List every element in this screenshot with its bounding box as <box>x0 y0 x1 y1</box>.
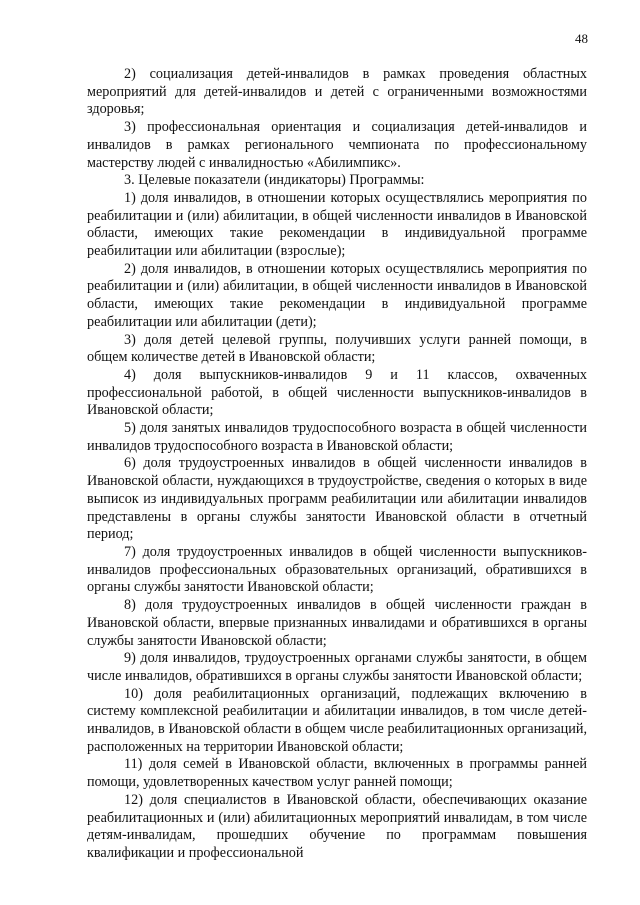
indicator-4: 4) доля выпускников-инвалидов 9 и 11 классов, охваченных профессиональной работой, в общей численности выпускников-инвалидов в Ивановской области; <box>87 366 587 419</box>
indicator-3: 3) доля детей целевой группы, получивших услуги ранней помощи, в общем количестве детей в Ивановской области; <box>87 331 587 366</box>
indicator-10: 10) доля реабилитационных организаций, подлежащих включению в систему комплексной реабилитации и абилитации инвалидов, в том числе детей-инвалидов, в Ивановской области в общем числе реабилитационных организаций, расположенных на территории Ивановской области; <box>87 685 587 755</box>
indicator-12: 12) доля специалистов в Ивановской области, обеспечивающих оказание реабилитационных и (или) абилитационных мероприятий инвалидам, в том числе детям-инвалидам, прошедших обучение по программам повышения квалификации и профессиональной <box>87 791 587 861</box>
document-body <box>87 66 587 863</box>
section-heading-target-indicators: 3. Целевые показатели (индикаторы) Программы: <box>124 172 425 189</box>
indicator-8: 8) доля трудоустроенных инвалидов в общей численности граждан в Ивановской области, впервые признанных инвалидами и обратившихся в органы службы занятости Ивановской области; <box>87 597 587 649</box>
indicator-5: 5) доля занятых инвалидов трудоспособного возраста в общей численности инвалидов трудоспособного возраста в Ивановской области; <box>87 420 587 454</box>
paragraph-socialization-events: 2) социализация детей-инвалидов в рамках проведения областных мероприятий для детей-инвалидов и детей с ограниченными возможностями здоровья; <box>87 66 587 118</box>
paragraph-abilympics: 3) профессиональная ориентация и социализация детей-инвалидов и инвалидов в рамках регионального чемпионата по профессиональному мастерству людей с инвалидностью «Абилимпикс». <box>87 119 587 171</box>
indicator-7: 7) доля трудоустроенных инвалидов в общей численности выпускников-инвалидов профессиональных образовательных организаций, обратившихся в органы службы занятости Ивановской области; <box>87 543 587 596</box>
indicator-9: 9) доля инвалидов, трудоустроенных органами службы занятости, в общем числе инвалидов, обратившихся в органы службы занятости Ивановской области; <box>87 650 587 684</box>
indicator-11: 11) доля семей в Ивановской области, включенных в программы ранней помощи, удовлетворенных качеством услуг ранней помощи; <box>87 756 587 791</box>
indicator-2: 2) доля инвалидов, в отношении которых осуществлялись мероприятия по реабилитации и (или) абилитации, в общей численности инвалидов в Ивановской области, имеющих такие рекомендации в индивидуальной программе реабилитации или абилитации (дети); <box>87 260 587 330</box>
indicator-1: 1) доля инвалидов, в отношении которых осуществлялись мероприятия по реабилитации и (или) абилитации, в общей численности инвалидов в Ивановской области, имеющих такие рекомендации в индивидуальной программе реабилитации или абилитации (взрослые); <box>87 189 587 260</box>
indicator-6: 6) доля трудоустроенных инвалидов в общей численности инвалидов в Ивановской области, нуждающихся в трудоустройстве, сведения о которых в виде выписок из индивидуальных программ реабилитации или абилитации инвалидов представлены в органы службы занятости Ивановской области в отчетный период; <box>87 455 587 543</box>
page-number: 48 <box>575 31 588 46</box>
